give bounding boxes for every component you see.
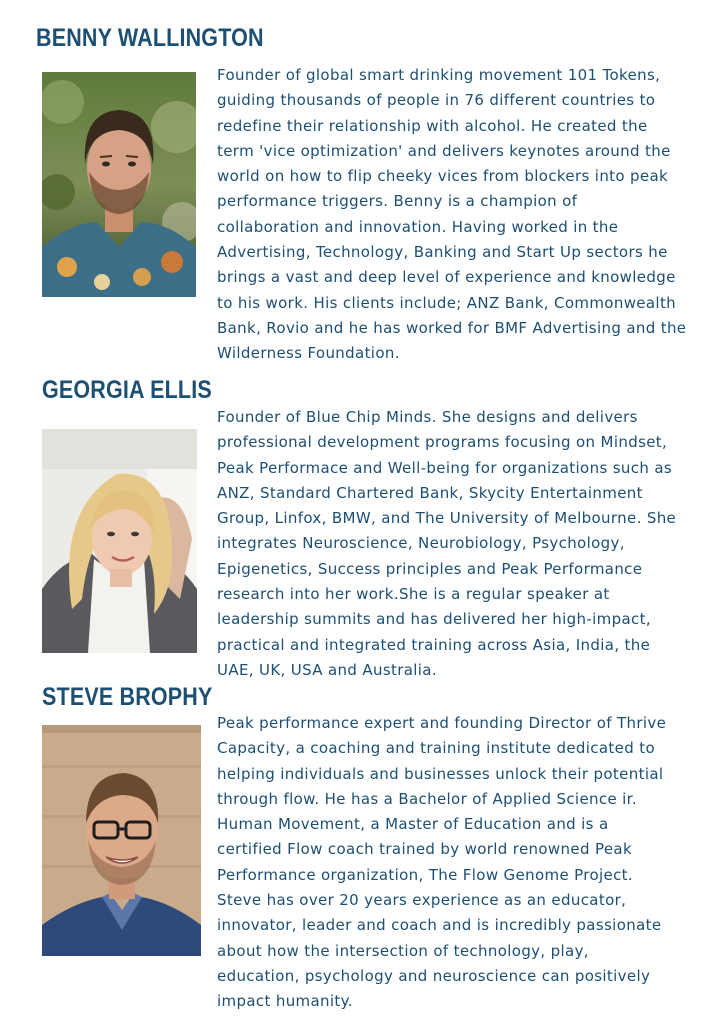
photo-steve-brophy	[42, 725, 201, 956]
photo-georgia-ellis	[42, 429, 197, 653]
portrait-steve-graphic	[42, 725, 201, 956]
photo-benny-wallington	[42, 72, 196, 297]
speaker-name-benny: BENNY WALLINGTON	[36, 24, 264, 52]
portrait-georgia-graphic	[42, 429, 197, 653]
speaker-name-georgia: GEORGIA ELLIS	[42, 376, 212, 404]
portrait-benny-graphic	[42, 72, 196, 297]
bio-benny: Founder of global smart drinking movement 101 Tokens, guiding thousands of people in 76 different countries to redefine their relationship with alcohol. He created the term 'vice optimization' and delivers keynotes around the world on how to flip cheeky vices from blockers into peak performance triggers. Benny is a champion of collaboration and innovation. Having worked in the Advertising, Technology, Banking and Start Up sectors he brings a vast and deep level of experience and knowledge to his work. His clients include; ANZ Bank, Commonwealth Bank, Rovio and he has worked for BMF Advertising and the Wilderness Foundation.	[217, 66, 687, 363]
bio-georgia: Founder of Blue Chip Minds. She designs and delivers professional development programs focusing on Mindset, Peak Performace and Well-being for organizations such as ANZ, Standard Chartered Bank, Skycity Entertainment Group, Linfox, BMW, and The University of Melbourne. She integrates Neuroscience, Neurobiology, Psychology, Epigenetics, Success principles and Peak Performance research into her work.She is a regular speaker at leadership summits and has delivered her high-impact, practical and integrated training across Asia, India, the UAE, UK, USA and Australia.	[217, 408, 677, 679]
speaker-name-steve: STEVE BROPHY	[42, 683, 213, 711]
bio-steve: Peak performance expert and founding Director of Thrive Capacity, a coaching and training institute dedicated to helping individuals and businesses unlock their potential through flow. He has a Bachelor of Applied Science ir. Human Movement, a Master of Education and is a certified Flow coach trained by world renowned Peak Performance organization, The Flow Genome Project. Steve has over 20 years experience as an educator, innovator, leader and coach and is incredibly passionate about how the intersection of technology, play, education, psychology and neuroscience can positively impact humanity.	[217, 714, 667, 1011]
